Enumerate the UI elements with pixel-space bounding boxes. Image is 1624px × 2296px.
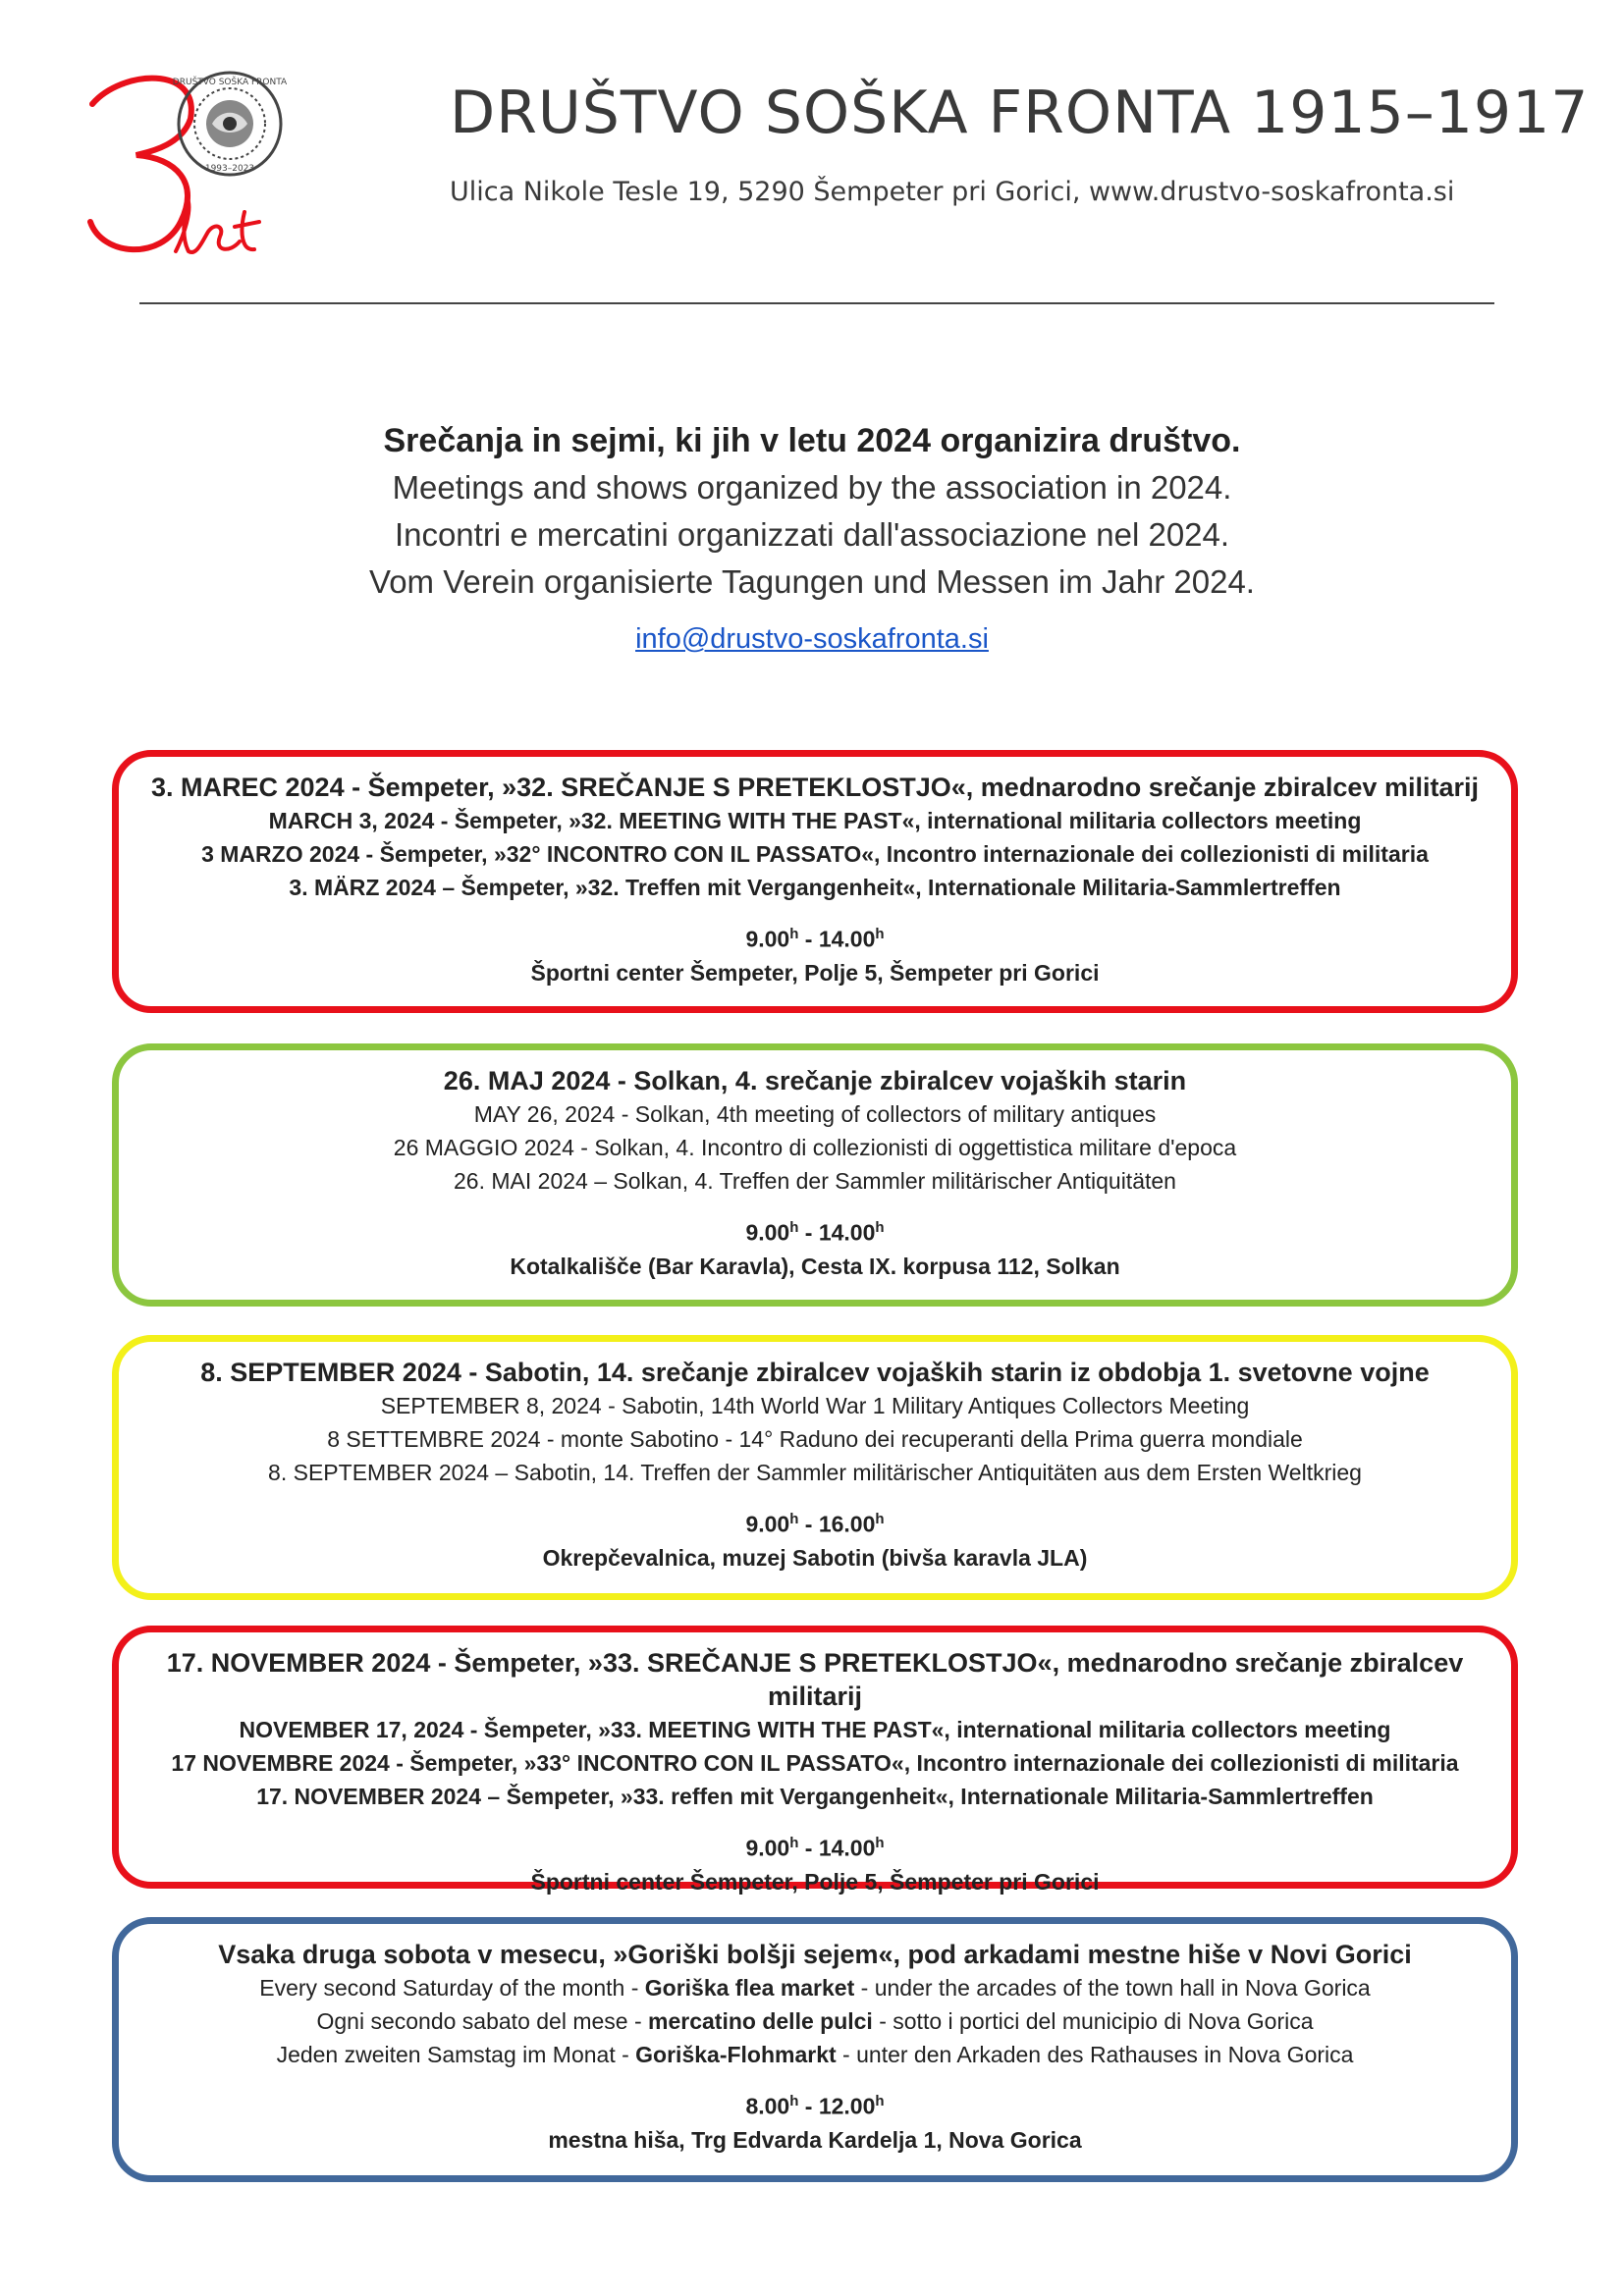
organization-address: Ulica Nikole Tesle 19, 5290 Šempeter pri Gorici, www.drustvo-soskafronta.si xyxy=(450,177,1455,207)
event-time: 9.00$^h$ - 14.00$^h$ xyxy=(745,1835,885,1861)
event-title: 3. MAREC 2024 - Šempeter, »32. SREČANJE S PRETEKLOSTJO«, mednarodno srečanje zbiralcev militarij xyxy=(151,773,1479,802)
event-location: mestna hiša, Trg Edvarda Kardelja 1, Nova Gorica xyxy=(548,2126,1082,2153)
event-time: 9.00$^h$ - 16.00$^h$ xyxy=(745,1511,885,1537)
event-line-italian: Ogni secondo sabato del mese - mercatino delle pulci - sotto i portici del municipio di Nova Gorica xyxy=(316,2008,1314,2034)
event-line-italian: 8 SETTEMBRE 2024 - monte Sabotino - 14° Raduno dei recuperanti della Prima guerra mondiale xyxy=(327,1426,1303,1452)
intro-title-english: Meetings and shows organized by the association in 2024. xyxy=(392,469,1232,506)
event-line-italian: 3 MARZO 2024 - Šempeter, »32° INCONTRO CON IL PASSATO«, Incontro internazionale dei collezionisti di militaria xyxy=(201,841,1429,867)
event-location: Okrepčevalnica, muzej Sabotin (bivša karavla JLA) xyxy=(542,1544,1088,1571)
event-line-german: 26. MAI 2024 – Solkan, 4. Treffen der Sammler militärischer Antiquitäten xyxy=(454,1168,1176,1194)
event-card-may xyxy=(112,1043,1518,1307)
svg-text:DRUŠTVO SOŠKA FRONTA: DRUŠTVO SOŠKA FRONTA xyxy=(172,78,288,87)
event-card-november xyxy=(112,1626,1518,1895)
event-title: 26. MAJ 2024 - Solkan, 4. srečanje zbiralcev vojaških starin xyxy=(443,1066,1187,1095)
event-card-march xyxy=(112,750,1518,1013)
association-logo xyxy=(82,65,308,261)
event-location: Športni center Šempeter, Polje 5, Šempeter pri Gorici xyxy=(530,1868,1100,1895)
organization-name: DRUŠTVO SOŠKA FRONTA 1915–1917 xyxy=(450,79,1590,147)
intro-section xyxy=(0,417,1624,656)
contact-email-link[interactable]: info@drustvo-soskafronta.si xyxy=(635,623,989,655)
event-line-german: Jeden zweiten Samstag im Monat - Goriška-Flohmarkt - unter den Arkaden des Rathauses in Nova Gorica xyxy=(276,2042,1354,2067)
event-line-english: MAY 26, 2024 - Solkan, 4th meeting of collectors of military antiques xyxy=(473,1101,1157,1127)
event-title: 8. SEPTEMBER 2024 - Sabotin, 14. srečanje zbiralcev vojaških starin iz obdobja 1. svetovne vojne xyxy=(200,1358,1430,1387)
event-card-september xyxy=(112,1335,1518,1600)
event-location: Športni center Šempeter, Polje 5, Šempeter pri Gorici xyxy=(530,959,1100,986)
event-card-flea-market xyxy=(112,1917,1518,2182)
event-line-english: MARCH 3, 2024 - Šempeter, »32. MEETING WITH THE PAST«, international militaria collectors meeting xyxy=(268,808,1362,833)
intro-title-german: Vom Verein organisierte Tagungen und Messen im Jahr 2024. xyxy=(369,563,1255,600)
svg-text:1993–2023: 1993–2023 xyxy=(204,164,255,174)
event-line-german: 17. NOVEMBER 2024 – Šempeter, »33. reffen mit Vergangenheit«, Internationale Militaria-Sammlertreffen xyxy=(256,1784,1374,1809)
intro-title-italian: Incontri e mercatini organizzati dall'associazione nel 2024. xyxy=(394,516,1230,553)
event-location: Kotalkališče (Bar Karavla), Cesta IX. korpusa 112, Solkan xyxy=(510,1253,1120,1279)
header-divider xyxy=(139,302,1494,304)
event-line-english: NOVEMBER 17, 2024 - Šempeter, »33. MEETING WITH THE PAST«, international militaria collectors meeting xyxy=(239,1717,1391,1742)
event-time: 9.00$^h$ - 14.00$^h$ xyxy=(745,1219,885,1246)
event-line-italian: 26 MAGGIO 2024 - Solkan, 4. Incontro di collezionisti di oggettistica militare d'epoca xyxy=(393,1135,1237,1160)
event-line-german: 3. MÄRZ 2024 – Šempeter, »32. Treffen mit Vergangenheit«, Internationale Militaria-Sammlertreffen xyxy=(289,875,1341,900)
event-title: 17. NOVEMBER 2024 - Šempeter, »33. SREČANJE S PRETEKLOSTJO«, mednarodno srečanje zbiralcev militarij xyxy=(166,1648,1464,1711)
event-line-english: SEPTEMBER 8, 2024 - Sabotin, 14th World War 1 Military Antiques Collectors Meeting xyxy=(380,1393,1250,1418)
letterhead xyxy=(0,0,1624,294)
event-line-german: 8. SEPTEMBER 2024 – Sabotin, 14. Treffen der Sammler militärischer Antiquitäten aus dem Ersten Weltkrieg xyxy=(268,1460,1362,1485)
event-line-english: Every second Saturday of the month - Goriška flea market - under the arcades of the town hall in Nova Gorica xyxy=(259,1975,1371,2001)
event-time: 9.00$^h$ - 14.00$^h$ xyxy=(745,926,885,952)
intro-title-slovene: Srečanja in sejmi, ki jih v letu 2024 organizira društvo. xyxy=(383,422,1241,459)
event-time: 8.00$^h$ - 12.00$^h$ xyxy=(745,2093,885,2119)
event-title: Vsaka druga sobota v mesecu, »Goriški bolšji sejem«, pod arkadami mestne hiše v Novi Gorici xyxy=(218,1940,1412,1969)
event-line-italian: 17 NOVEMBRE 2024 - Šempeter, »33° INCONTRO CON IL PASSATO«, Incontro internazionale dei collezionisti di militaria xyxy=(171,1750,1459,1776)
